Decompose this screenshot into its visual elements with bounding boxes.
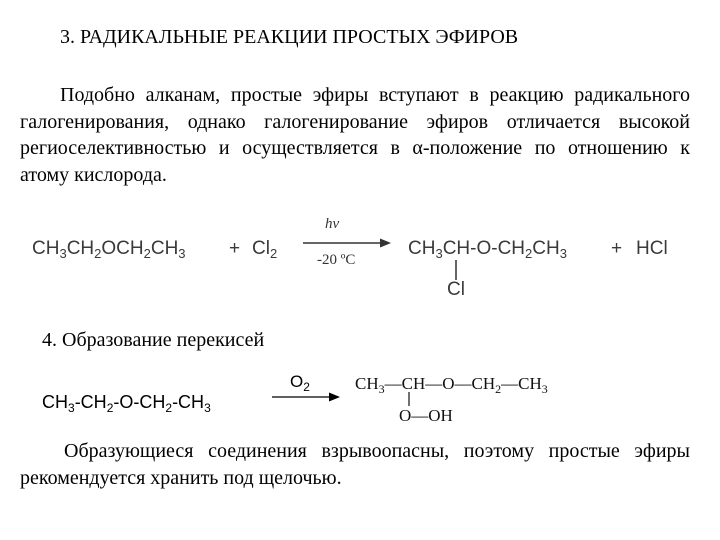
reaction1-condition-light: hν [325, 216, 340, 232]
reaction1-product-hcl: HCl [636, 238, 668, 259]
reaction1-reactant-ether: $CH_3CH_2OCH_2CH_3$ [32, 238, 186, 261]
reaction1-product-chlorine-substituent: Cl [447, 279, 465, 300]
reaction2-product-hydroperoxide: $CH_3—CH—O—CH_2—CH_3$ [355, 374, 548, 396]
reaction1-arrow [302, 237, 392, 249]
reaction2-arrow [271, 391, 341, 403]
subsection-heading: 4. Образование перекисей [42, 329, 265, 351]
reaction1-bond-line [454, 260, 458, 280]
conclusion-paragraph: Образующиеся соединения взрывоопасны, поэтому простые эфиры рекомендуется хранить под щелочью. [20, 440, 690, 489]
reaction2-condition-oxygen: $O_2$ [290, 372, 310, 394]
reaction2-product-hydroperoxy-group: O—OH [399, 406, 453, 425]
reaction2-reactant-ether: $CH_3-CH_2-O-CH_2-CH_3$ [42, 392, 211, 415]
reaction1-condition-temperature: -20 ºC [317, 252, 356, 268]
reaction1-reactant-chlorine: $Cl_2$ [252, 238, 278, 261]
reaction1-product-chloroether: $CH_3CH-O-CH_2CH_3$ [408, 238, 567, 261]
reaction2-bond-line [407, 392, 411, 406]
intro-paragraph: Подобно алканам, простые эфиры вступают в реакцию радикального галогенирования, однако галогенирование эфиров отличается высокой региоселективностью и осуществляется в α-положение по отношению к атому кислорода. [20, 84, 690, 186]
reaction1-plus-sign-2: + [611, 238, 623, 259]
section-heading: 3. РАДИКАЛЬНЫЕ РЕАКЦИИ ПРОСТЫХ ЭФИРОВ [60, 26, 519, 48]
reaction1-plus-sign: + [229, 238, 241, 259]
